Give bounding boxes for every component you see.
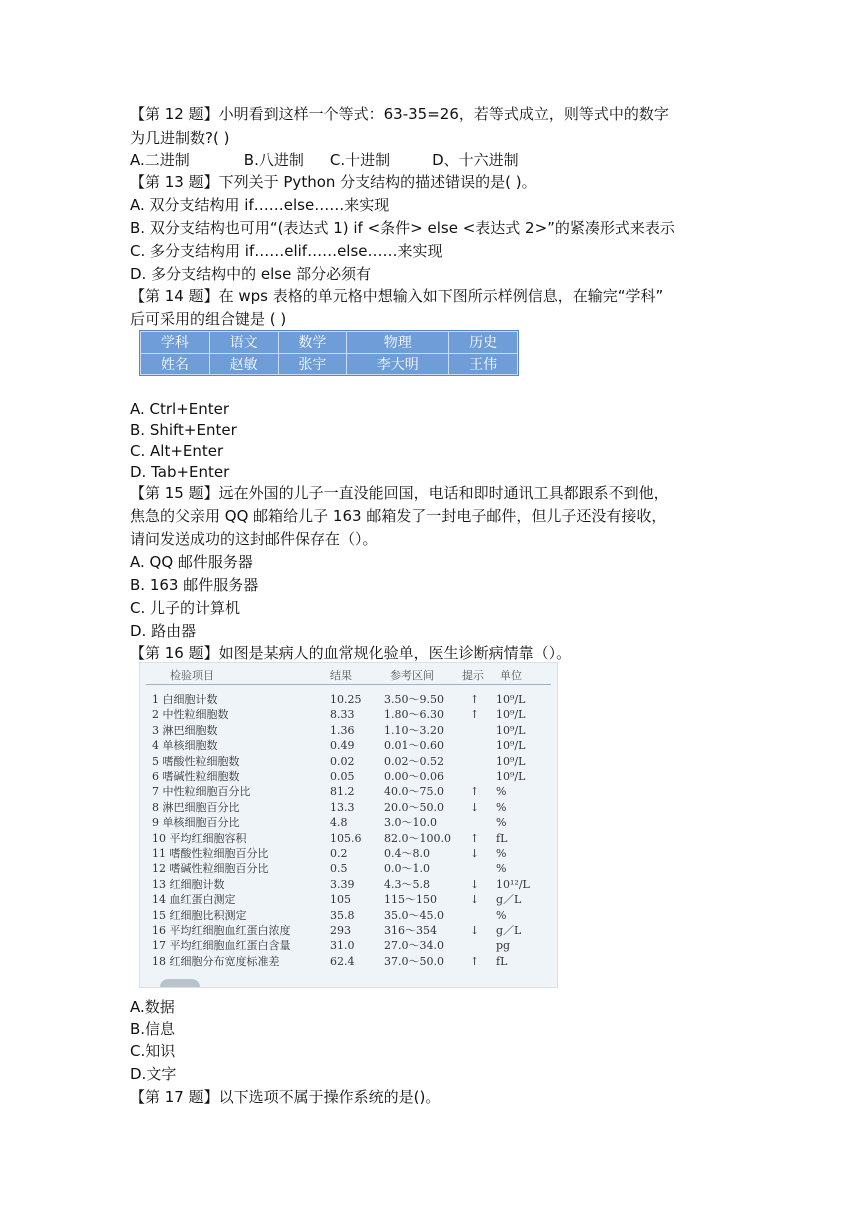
lab-item: 18 红细胞分布宽度标准差 [152, 954, 280, 968]
q14-option-c: C. Alt+Enter [130, 442, 224, 460]
lab-range: 82.0～100.0 [384, 831, 451, 845]
lab-header-result: 结果 [330, 669, 352, 682]
q16-stem: 【第 16 题】如图是某病人的血常规化验单，医生诊断病情靠（）。 [130, 644, 572, 662]
q16-option-b: B.信息 [130, 1020, 176, 1038]
lab-range: 3.50～9.50 [384, 693, 444, 706]
lab-row [140, 738, 557, 753]
lab-item: 5 嗜酸性粒细胞数 [152, 754, 240, 768]
wps-cell: 数学 [278, 332, 347, 354]
lab-result: 4.8 [330, 816, 348, 830]
lab-row [140, 707, 557, 722]
q15-option-a: A. QQ 邮件服务器 [130, 553, 253, 571]
q17-stem: 【第 17 题】以下选项不属于操作系统的是()。 [130, 1088, 441, 1106]
q15-stem-line1: 【第 15 题】远在外国的儿子一直没能回国，电话和即时通讯工具都跟系不到他， [130, 484, 669, 502]
lab-range: 0.02～0.52 [384, 754, 444, 768]
lab-result: 0.5 [330, 862, 348, 876]
lab-range: 3.0～10.0 [384, 816, 437, 830]
lab-unit: fL [496, 831, 508, 845]
q13-option-a: A. 双分支结构用 if……else……来实现 [130, 196, 390, 214]
lab-item: 17 平均红细胞血红蛋白含量 [152, 939, 291, 953]
lab-row [140, 923, 557, 938]
lab-range: 20.0～50.0 [384, 800, 444, 814]
lab-result: 81.2 [330, 785, 355, 799]
lab-row [140, 908, 557, 923]
lab-unit: 10¹²/L [496, 877, 530, 891]
blood-test-report-image [139, 662, 558, 988]
wps-cell: 李大明 [347, 353, 449, 375]
lab-unit: 10⁹/L [496, 770, 526, 783]
lab-flag: ↑ [470, 693, 480, 706]
lab-range: 115～150 [384, 893, 437, 907]
lab-range: 4.3～5.8 [384, 877, 430, 891]
q13-option-b: B. 双分支结构也可用“(表达式 1) if <条件> else <表达式 2>”的紧凑形式来表示 [130, 219, 675, 237]
lab-result: 0.02 [330, 754, 355, 768]
lab-header-range: 参考区间 [390, 669, 434, 682]
q16-option-a: A.数据 [130, 998, 175, 1016]
lab-header-flag: 提示 [462, 669, 484, 682]
lab-row [140, 892, 557, 907]
q13-option-d: D. 多分支结构中的 else 部分必须有 [130, 265, 372, 283]
lab-range: 316～354 [384, 924, 437, 937]
lab-result: 8.33 [330, 708, 355, 722]
lab-result: 0.49 [330, 739, 355, 753]
wps-cell: 王伟 [449, 353, 518, 375]
q16-option-d: D.文字 [130, 1065, 177, 1083]
lab-item: 4 单核细胞数 [152, 739, 218, 753]
lab-row [140, 723, 557, 738]
lab-flag: ↑ [470, 831, 480, 845]
lab-item: 3 淋巴细胞数 [152, 723, 218, 737]
lab-header-divider [146, 684, 551, 685]
q15-option-c: C. 儿子的计算机 [130, 599, 241, 617]
lab-row [140, 769, 557, 784]
lab-row [140, 938, 557, 953]
lab-item: 8 淋巴细胞百分比 [152, 800, 240, 814]
lab-flag: ↓ [470, 924, 480, 937]
lab-row [140, 815, 557, 830]
wps-row-name [141, 353, 518, 375]
q13-option-c: C. 多分支结构用 if……elif……else……来实现 [130, 242, 443, 260]
lab-range: 0.01～0.60 [384, 739, 444, 753]
lab-range: 0.0～1.0 [384, 862, 430, 876]
lab-item: 1 白细胞计数 [152, 693, 218, 706]
lab-item: 7 中性粒细胞百分比 [152, 785, 251, 799]
lab-unit: 10⁹/L [496, 723, 526, 737]
lab-unit: % [496, 862, 507, 876]
q14-option-b: B. Shift+Enter [130, 421, 237, 439]
wps-sample-table-image [139, 330, 519, 376]
lab-result: 293 [330, 924, 351, 937]
lab-flag: ↓ [470, 847, 480, 860]
lab-result: 0.2 [330, 847, 348, 860]
lab-range: 0.4～8.0 [384, 847, 430, 860]
wps-cell: 姓名 [141, 353, 210, 375]
lab-range: 37.0～50.0 [384, 954, 444, 968]
lab-result: 105.6 [330, 831, 362, 845]
lab-item: 15 红细胞比积测定 [152, 908, 247, 922]
q15-stem-line3: 请问发送成功的这封邮件保存在（）。 [130, 530, 378, 548]
lab-item: 13 红细胞计数 [152, 877, 225, 891]
lab-unit: 10⁹/L [496, 754, 526, 768]
q14-option-d: D. Tab+Enter [130, 463, 230, 481]
lab-row [140, 877, 557, 892]
q16-option-c: C.知识 [130, 1042, 176, 1060]
q14-stem-line1: 【第 14 题】在 wps 表格的单元格中想输入如下图所示样例信息，在输完“学科” [130, 287, 664, 305]
lab-range: 27.0～34.0 [384, 939, 444, 953]
lab-row [140, 861, 557, 876]
q12-stem-line2: 为几进制数?( ) [130, 129, 230, 147]
lab-unit: 10⁹/L [496, 739, 526, 753]
lab-flag: ↑ [470, 708, 480, 722]
lab-result: 35.8 [330, 908, 355, 922]
lab-item: 14 血红蛋白测定 [152, 893, 236, 907]
q12-option-c: C.十进制 [329, 151, 391, 169]
q14-option-a: A. Ctrl+Enter [130, 400, 230, 418]
wps-cell: 物理 [347, 332, 449, 354]
wps-cell: 学科 [141, 332, 210, 354]
lab-row [140, 692, 557, 707]
lab-range: 1.80～6.30 [384, 708, 444, 722]
lab-result: 3.39 [330, 877, 355, 891]
lab-flag: ↓ [470, 893, 480, 907]
wps-cell: 赵敏 [209, 353, 278, 375]
lab-header-item: 检验项目 [170, 669, 214, 682]
wps-cell: 张宇 [278, 353, 347, 375]
lab-unit: % [496, 800, 507, 814]
lab-result: 1.36 [330, 723, 355, 737]
lab-result: 62.4 [330, 954, 355, 968]
q12-option-b: B.八进制 [243, 151, 304, 169]
lab-item: 11 嗜酸性粒细胞百分比 [152, 847, 269, 860]
wps-row-subject [141, 332, 518, 354]
lab-flag: ↓ [470, 800, 480, 814]
lab-row [140, 831, 557, 846]
lab-unit: g／L [496, 924, 522, 937]
lab-unit: pg [496, 939, 511, 953]
lab-unit: % [496, 908, 507, 922]
lab-range: 35.0～45.0 [384, 908, 444, 922]
lab-item: 6 嗜碱性粒细胞数 [152, 770, 240, 783]
lab-row [140, 800, 557, 815]
lab-result: 0.05 [330, 770, 355, 783]
wps-cell: 历史 [449, 332, 518, 354]
lab-row [140, 954, 557, 969]
q14-stem-line2: 后可采用的组合键是 ( ) [130, 310, 287, 328]
wps-cell: 语文 [209, 332, 278, 354]
lab-item: 16 平均红细胞血红蛋白浓度 [152, 924, 291, 937]
lab-item: 10 平均红细胞容积 [152, 831, 247, 845]
lab-result: 13.3 [330, 800, 355, 814]
lab-item: 12 嗜碱性粒细胞百分比 [152, 862, 269, 876]
lab-unit: % [496, 816, 507, 830]
q15-option-b: B. 163 邮件服务器 [130, 576, 259, 594]
lab-unit: g／L [496, 893, 522, 907]
q12-option-a: A.二进制 [130, 151, 190, 169]
lab-flag: ↑ [470, 954, 480, 968]
q12-stem-line1: 【第 12 题】小明看到这样一个等式：63-35=26，若等式成立，则等式中的数字 [130, 105, 669, 123]
q12-options [130, 150, 519, 171]
lab-row [140, 754, 557, 769]
q13-stem: 【第 13 题】下列关于 Python 分支结构的描述错误的是( )。 [130, 173, 537, 191]
q15-stem-line2: 焦急的父亲用 QQ 邮箱给儿子 163 邮箱发了一封电子邮件，但儿子还没有接收， [130, 507, 667, 525]
lab-result: 105 [330, 893, 351, 907]
lab-result: 31.0 [330, 939, 355, 953]
lab-range: 40.0～75.0 [384, 785, 444, 799]
page-curl-shadow [160, 979, 200, 987]
lab-row [140, 846, 557, 861]
lab-range: 0.00～0.06 [384, 770, 444, 783]
lab-unit: % [496, 847, 507, 860]
lab-unit: fL [496, 954, 508, 968]
lab-range: 1.10～3.20 [384, 723, 444, 737]
lab-result: 10.25 [330, 693, 362, 706]
lab-item: 2 中性粒细胞数 [152, 708, 229, 722]
lab-flag: ↓ [470, 877, 480, 891]
lab-flag: ↑ [470, 785, 480, 799]
lab-item: 9 单核细胞百分比 [152, 816, 240, 830]
q15-option-d: D. 路由器 [130, 622, 197, 640]
lab-unit: % [496, 785, 507, 799]
lab-unit: 10⁹/L [496, 693, 526, 706]
lab-row [140, 784, 557, 799]
lab-header-unit: 单位 [500, 669, 522, 682]
lab-unit: 10⁹/L [496, 708, 526, 722]
q12-option-d: D、十六进制 [432, 151, 519, 169]
